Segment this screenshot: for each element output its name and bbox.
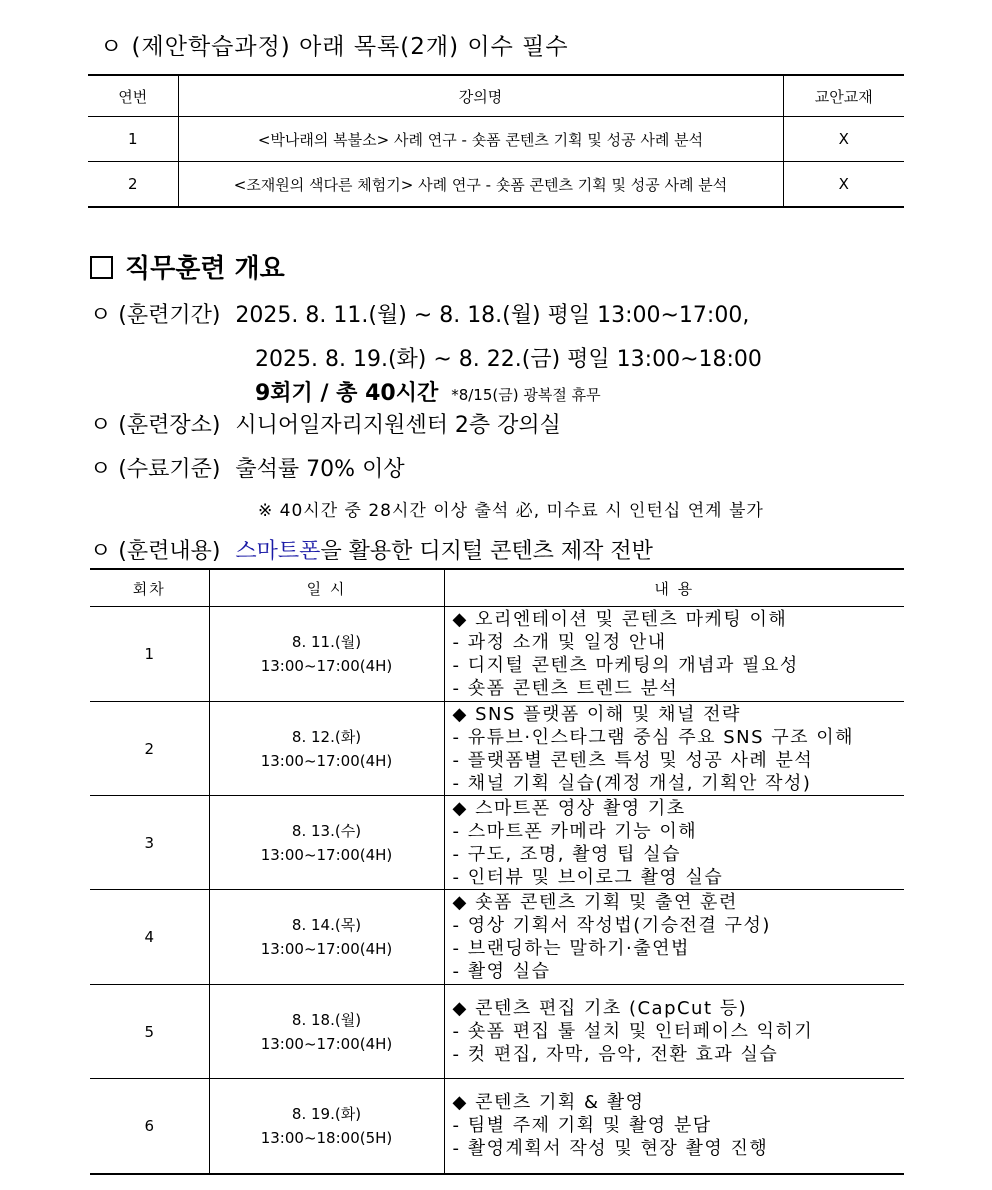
session-datetime <box>209 607 444 702</box>
row-title: <박나래의 복불소> 사례 연구 - 숏폼 콘텐츠 기획 및 성공 사례 분석 <box>178 117 783 162</box>
row-no: 1 <box>88 117 178 162</box>
content-line: ◆ 스마트폰 영상 촬영 기초 <box>452 797 686 819</box>
session-datetime <box>209 796 444 890</box>
col-header-datetime: 일 시 <box>209 569 444 607</box>
content-line: - 촬영계획서 작성 및 현장 촬영 진행 <box>452 1138 769 1160</box>
table-row <box>90 985 904 1079</box>
content-line: - 과정 소개 및 일정 안내 <box>452 632 667 653</box>
content-line: - 채널 기획 실습(계정 개설, 기획안 작성) <box>452 772 812 794</box>
table-row <box>90 1079 904 1174</box>
period-value2: 2025. 8. 19.(화) ~ 8. 22.(금) 평일 13:00~18:00 <box>255 347 762 372</box>
content-line: - 브랜딩하는 말하기·출연법 <box>452 938 690 959</box>
row-no: 2 <box>88 162 178 208</box>
content-line: ◆ 콘텐츠 편집 기초 (CapCut 등) <box>452 998 748 1019</box>
col-header-title: 강의명 <box>178 75 783 117</box>
content-line: - 촬영 실습 <box>452 961 551 982</box>
session-time: 13:00~17:00(4H) <box>260 940 393 958</box>
session-date: 8. 19.(화) <box>291 1104 362 1123</box>
section2-title-wrap <box>90 248 285 285</box>
period-label: ㅇ (훈련기간) <box>90 303 221 328</box>
period-total: 9회기 / 총 40시간 <box>255 381 439 406</box>
session-no: 4 <box>90 890 209 985</box>
session-content <box>444 1079 904 1174</box>
content-line: - 구도, 조명, 촬영 팁 실습 <box>452 843 682 865</box>
content-line: - 숏폼 편집 툴 설치 및 인터페이스 익히기 <box>452 1021 814 1042</box>
session-content <box>444 607 904 702</box>
content-line: - 인터뷰 및 브이로그 촬영 실습 <box>452 866 724 888</box>
session-no: 5 <box>90 985 209 1079</box>
table-row <box>88 162 904 208</box>
session-no: 2 <box>90 702 209 796</box>
session-datetime <box>209 702 444 796</box>
session-time: 13:00~17:00(4H) <box>260 1034 393 1053</box>
place-label: ㅇ (훈련장소) <box>90 413 221 438</box>
col-header-material: 교안교재 <box>783 75 904 117</box>
session-date: 8. 12.(화) <box>291 727 362 746</box>
session-date: 8. 14.(목) <box>291 916 362 934</box>
criteria-label: ㅇ (수료기준) <box>90 457 221 482</box>
session-no: 6 <box>90 1079 209 1174</box>
period-note: *8/15(금) 광복절 휴무 <box>451 386 601 404</box>
section1-heading: ㅇ (제안학습과정) 아래 목록(2개) 이수 필수 <box>100 34 569 60</box>
courses-table <box>88 74 904 208</box>
session-time: 13:00~17:00(4H) <box>260 845 393 864</box>
criteria-note: ※ 40시간 중 28시간 이상 출석 必, 미수료 시 인턴십 연계 불가 <box>258 501 764 521</box>
session-date: 8. 13.(수) <box>291 821 362 840</box>
section2-title: 직무훈련 개요 <box>125 254 285 284</box>
table-row <box>90 607 904 702</box>
content-line: - 유튜브·인스타그램 중심 주요 SNS 구조 이해 <box>452 726 855 748</box>
session-content <box>444 890 904 985</box>
content-line: - 플랫폼별 콘텐츠 특성 및 성공 사례 분석 <box>452 749 814 771</box>
period-line3 <box>255 376 601 407</box>
criteria-line <box>90 452 405 483</box>
content-line: - 영상 기획서 작성법(기승전결 구성) <box>452 915 771 936</box>
session-time: 13:00~18:00(5H) <box>260 1128 393 1147</box>
table-row <box>90 796 904 890</box>
session-no: 3 <box>90 796 209 890</box>
table-row <box>88 117 904 162</box>
content-line: ◆ 숏폼 콘텐츠 기획 및 출연 훈련 <box>452 892 738 913</box>
place-value: 시니어일자리지원센터 2층 강의실 <box>235 413 561 438</box>
content-line: - 디지털 콘텐츠 마케팅의 개념과 필요성 <box>452 655 799 676</box>
row-material: X <box>783 117 904 162</box>
session-time: 13:00~17:00(4H) <box>260 657 393 675</box>
content-line <box>90 534 653 565</box>
col-header-content: 내 용 <box>444 569 904 607</box>
table-row <box>90 890 904 985</box>
session-time: 13:00~17:00(4H) <box>260 751 393 770</box>
session-datetime <box>209 1079 444 1174</box>
session-date: 8. 18.(월) <box>291 1010 362 1029</box>
session-datetime <box>209 985 444 1079</box>
row-material: X <box>783 162 904 208</box>
schedule-table <box>90 568 904 1175</box>
session-datetime <box>209 890 444 985</box>
period-line1 <box>90 298 749 329</box>
content-line: ◆ 콘텐츠 기획 & 촬영 <box>452 1092 645 1114</box>
place-line <box>90 408 561 439</box>
row-title: <조재원의 색다른 체험기> 사례 연구 - 숏폼 콘텐츠 기획 및 성공 사례 분석 <box>178 162 783 208</box>
content-line: - 숏폼 콘텐츠 트렌드 분석 <box>452 678 679 699</box>
session-content <box>444 702 904 796</box>
session-no: 1 <box>90 607 209 702</box>
session-date: 8. 11.(월) <box>291 633 362 651</box>
content-line: - 컷 편집, 자막, 음악, 전환 효과 실습 <box>452 1044 779 1065</box>
square-icon <box>90 256 113 279</box>
content-line: - 팀별 주제 기획 및 촬영 분담 <box>452 1115 712 1137</box>
col-header-session: 회차 <box>90 569 209 607</box>
content-line: - 스마트폰 카메라 기능 이해 <box>452 820 698 842</box>
criteria-value: 출석률 70% 이상 <box>235 457 405 482</box>
content-rest: 을 활용한 디지털 콘텐츠 제작 전반 <box>320 539 653 564</box>
col-header-no: 연번 <box>88 75 178 117</box>
content-label: ㅇ (훈련내용) <box>90 539 221 564</box>
table-row <box>90 702 904 796</box>
content-line: ◆ SNS 플랫폼 이해 및 채널 전략 <box>452 703 741 725</box>
session-content <box>444 796 904 890</box>
content-line: ◆ 오리엔테이션 및 콘텐츠 마케팅 이해 <box>452 609 788 630</box>
content-highlight: 스마트폰 <box>235 539 321 564</box>
period-value1: 2025. 8. 11.(월) ~ 8. 18.(월) 평일 13:00~17:00, <box>235 303 750 328</box>
session-content <box>444 985 904 1079</box>
